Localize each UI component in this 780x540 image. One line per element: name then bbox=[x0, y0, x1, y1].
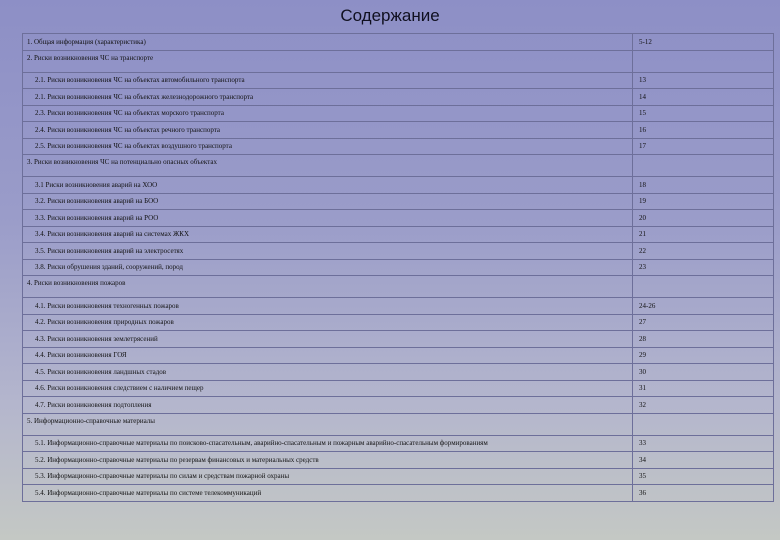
toc-row bbox=[23, 485, 774, 502]
toc-page-number: 15 bbox=[633, 105, 774, 122]
toc-row bbox=[23, 89, 774, 106]
toc-row bbox=[23, 364, 774, 381]
toc-label: 4.4. Риски возникновения ГОЯ bbox=[23, 347, 633, 364]
toc-label: 3.1 Риски возникновения аварий на ХОО bbox=[23, 177, 633, 194]
toc-row bbox=[23, 397, 774, 414]
toc-label: 4.6. Риски возникновения следствием с наличием пещер bbox=[23, 380, 633, 397]
toc-row bbox=[23, 72, 774, 89]
toc-page-number: 23 bbox=[633, 259, 774, 276]
toc-row bbox=[23, 259, 774, 276]
toc-label: 5.1. Информационно-справочные материалы по поисково-спасательным, аварийно-спасательным и пожарным аварийно-спасательным формированиям bbox=[23, 435, 633, 452]
toc-label: 3.5. Риски возникновения аварий на электросетях bbox=[23, 243, 633, 260]
toc-row bbox=[23, 452, 774, 469]
toc-row bbox=[23, 177, 774, 194]
toc-row bbox=[23, 138, 774, 155]
toc-page-number: 19 bbox=[633, 193, 774, 210]
toc-label: 4.7. Риски возникновения подтопления bbox=[23, 397, 633, 414]
toc-page-number bbox=[633, 50, 774, 72]
toc-page-number: 18 bbox=[633, 177, 774, 194]
toc-page-number: 17 bbox=[633, 138, 774, 155]
toc-page-number: 22 bbox=[633, 243, 774, 260]
toc-row bbox=[23, 193, 774, 210]
toc-section-row bbox=[23, 413, 774, 435]
toc-page-number: 16 bbox=[633, 122, 774, 139]
toc-page-number: 36 bbox=[633, 485, 774, 502]
toc-page-number: 35 bbox=[633, 468, 774, 485]
toc-label: 2.4. Риски возникновения ЧС на объектах речного транспорта bbox=[23, 122, 633, 139]
toc-label: 1. Общая информация (характеристика) bbox=[23, 34, 633, 51]
toc-row bbox=[23, 435, 774, 452]
toc-page-number: 29 bbox=[633, 347, 774, 364]
toc-table bbox=[22, 33, 774, 502]
toc-row bbox=[23, 468, 774, 485]
toc-page-number: 14 bbox=[633, 89, 774, 106]
toc-row bbox=[23, 380, 774, 397]
toc-body bbox=[23, 34, 774, 502]
toc-label: 3.3. Риски возникновения аварий на РОО bbox=[23, 210, 633, 227]
toc-label: 5.3. Информационно-справочные материалы по силам и средствам пожарной охраны bbox=[23, 468, 633, 485]
toc-label: 5.2. Информационно-справочные материалы по резервам финансовых и материальных средств bbox=[23, 452, 633, 469]
toc-page-number: 32 bbox=[633, 397, 774, 414]
toc-page-number bbox=[633, 413, 774, 435]
toc-page-number: 13 bbox=[633, 72, 774, 89]
toc-label: 4. Риски возникновения пожаров bbox=[23, 276, 633, 298]
toc-page-number: 24-26 bbox=[633, 298, 774, 315]
toc-page-number: 21 bbox=[633, 226, 774, 243]
toc-label: 4.1. Риски возникновения техногенных пожаров bbox=[23, 298, 633, 315]
toc-section-row bbox=[23, 276, 774, 298]
toc-page-number: 30 bbox=[633, 364, 774, 381]
toc-label: 5. Информационно-справочные материалы bbox=[23, 413, 633, 435]
toc-label: 3. Риски возникновения ЧС на потенциально опасных объектах bbox=[23, 155, 633, 177]
toc-page-number: 31 bbox=[633, 380, 774, 397]
toc-page-number bbox=[633, 155, 774, 177]
toc-row bbox=[23, 226, 774, 243]
toc-row bbox=[23, 331, 774, 348]
toc-label: 2.1. Риски возникновения ЧС на объектах железнодорожного транспорта bbox=[23, 89, 633, 106]
toc-label: 2.1. Риски возникновения ЧС на объектах автомобильного транспорта bbox=[23, 72, 633, 89]
toc-label: 3.4. Риски возникновения аварий на системах ЖКХ bbox=[23, 226, 633, 243]
toc-label: 3.8. Риски обрушения зданий, сооружений, пород bbox=[23, 259, 633, 276]
toc-row bbox=[23, 298, 774, 315]
toc-section-row bbox=[23, 50, 774, 72]
toc-label: 2. Риски возникновения ЧС на транспорте bbox=[23, 50, 633, 72]
toc-label: 5.4. Информационно-справочные материалы по системе телекоммуникаций bbox=[23, 485, 633, 502]
toc-section-row bbox=[23, 155, 774, 177]
toc-label: 2.5. Риски возникновения ЧС на объектах воздушного транспорта bbox=[23, 138, 633, 155]
page-title: Содержание bbox=[340, 6, 440, 25]
toc-row bbox=[23, 243, 774, 260]
toc-row bbox=[23, 122, 774, 139]
toc-label: 4.5. Риски возникновения ландшных стадов bbox=[23, 364, 633, 381]
toc-page-number: 28 bbox=[633, 331, 774, 348]
toc-label: 4.2. Риски возникновения природных пожаров bbox=[23, 314, 633, 331]
toc-label: 4.3. Риски возникновения землетрясений bbox=[23, 331, 633, 348]
toc-page-number: 33 bbox=[633, 435, 774, 452]
toc-page-number: 5-12 bbox=[633, 34, 774, 51]
toc-row bbox=[23, 105, 774, 122]
toc-page-number: 27 bbox=[633, 314, 774, 331]
toc-page-number bbox=[633, 276, 774, 298]
toc-page-number: 34 bbox=[633, 452, 774, 469]
toc-row bbox=[23, 34, 774, 51]
toc-row bbox=[23, 210, 774, 227]
toc-label: 3.2. Риски возникновения аварий на БОО bbox=[23, 193, 633, 210]
toc-row bbox=[23, 314, 774, 331]
toc-label: 2.3. Риски возникновения ЧС на объектах морского транспорта bbox=[23, 105, 633, 122]
toc-row bbox=[23, 347, 774, 364]
toc-page-number: 20 bbox=[633, 210, 774, 227]
